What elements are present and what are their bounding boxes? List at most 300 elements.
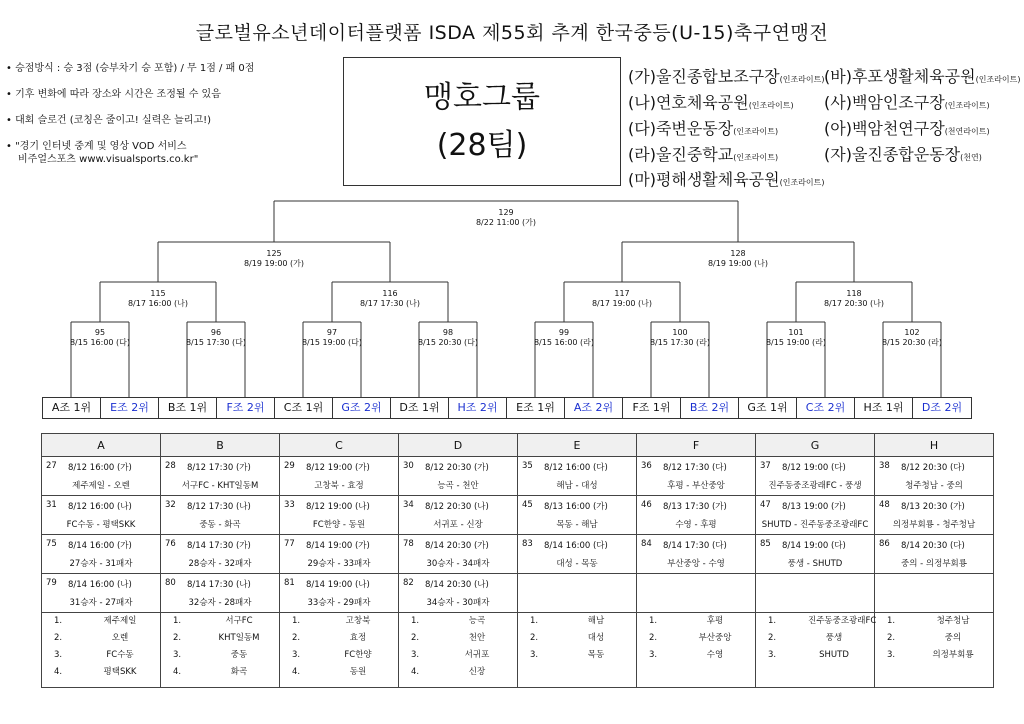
seed-label: C조 1위 [275,398,333,418]
match-cell [280,496,399,535]
rank-no: 1. [173,616,182,626]
quarter-match-no: 117 [614,289,630,298]
match-time: 8/12 19:00 (가) [306,463,370,473]
rank-row [756,630,874,647]
match-cell [875,496,994,535]
match-no: 34 [403,500,414,510]
seed-label: H조 1위 [855,398,913,418]
rank-team: 효정 [349,633,367,643]
rank-no: 2. [411,633,420,643]
match-no: 32 [165,500,176,510]
rank-team: KHT일동M [218,633,260,643]
venue-name: (라)울진중학교 [628,145,734,164]
semi-match [224,249,324,269]
rank-team: 해남 [587,616,605,626]
match-header [875,496,993,512]
seed-label: F조 1위 [623,398,681,418]
rank-no: 1. [530,616,539,626]
match-no: 75 [46,539,57,549]
match-teams: 32승자 - 28패자 [188,598,252,608]
match-teams: 풍생 - SHUTD [787,559,843,569]
match-cell [399,496,518,535]
venue-surface: (인조라이트) [975,75,1021,84]
match-header [756,457,874,473]
seed-label: E조 1위 [507,398,565,418]
match-cell [518,457,637,496]
match-time: 8/14 20:30 (가) [425,541,489,551]
rank-row [280,630,398,647]
group-header: F [637,434,756,457]
match-cell [756,535,875,574]
rank-no: 3. [530,650,539,660]
rank-row [518,613,636,630]
rank-no: 4. [292,667,301,677]
rank-team: FC한양 [344,650,372,660]
rank-row [161,647,279,664]
match-cell [42,496,161,535]
match-header [518,535,636,551]
group-table [41,433,994,688]
match-header [637,496,755,512]
match-no: 30 [403,461,414,471]
ranking-cell [280,613,399,688]
match-header [637,535,755,551]
match-header [280,457,398,473]
rank-team: 대성 [587,633,605,643]
rank-row [161,664,279,681]
rank-no: 2. [530,633,539,643]
rank-team: 오렌 [111,633,129,643]
rank-no: 1. [54,616,63,626]
match-time: 8/14 16:00 (가) [68,541,132,551]
r16-match-time: 8/15 20:30 (라) [881,338,943,347]
match-teams: 28승자 - 32패자 [188,559,252,569]
venue-name: (나)연호체육공원 [628,93,749,112]
match-no: 80 [165,578,176,588]
note-slogan: • 대회 슬로건 (코칭은 줄이고! 실력은 늘리고!) [6,115,212,126]
note-broadcast-url: 비주얼스포츠 www.visualsports.co.kr" [18,154,199,165]
rank-row [280,647,398,664]
match-time: 8/12 16:00 (다) [544,463,608,473]
match-no: 27 [46,461,57,471]
r16-match-time: 8/15 17:30 (다) [185,338,247,347]
match-cell [637,457,756,496]
match-teams: 청주청남 - 중의 [905,481,963,491]
match-header [42,496,160,512]
rank-no: 3. [411,650,420,660]
rank-team: 진주동중조광래FC [808,616,877,626]
rank-row [161,613,279,630]
rank-no: 4. [54,667,63,677]
match-header [875,457,993,473]
quarter-match [572,289,672,309]
match-time: 8/14 17:30 (나) [187,580,251,590]
match-time: 8/13 16:00 (가) [544,502,608,512]
match-cell [756,457,875,496]
rank-row [518,647,636,664]
match-teams: SHUTD - 진주동중조광래FC [761,520,869,530]
match-teams: 중동 - 화곡 [199,520,241,530]
match-teams: 수영 - 후평 [675,520,717,530]
match-teams: 목동 - 해남 [556,520,598,530]
match-cell [42,574,161,613]
rank-row [875,630,993,647]
final-match-time: 8/22 11:00 (가) [475,218,537,227]
rank-no: 3. [649,650,658,660]
venue-name: (바)후포생활체육공원 [824,67,976,86]
r16-match-time: 8/15 16:00 (라) [533,338,595,347]
match-time: 8/14 20:30 (나) [425,580,489,590]
match-time: 8/12 17:30 (나) [187,502,251,512]
r16-match [50,328,150,348]
match-cell [399,457,518,496]
semi-match-no: 125 [266,249,282,258]
note-scoring: • 승점방식 : 승 3점 (승부차기 승 포함) / 무 1점 / 패 0점 [6,63,255,74]
match-header [42,457,160,473]
rank-team: 제주제일 [103,616,137,626]
seed-label: A조 1위 [43,398,101,418]
quarter-match-time: 8/17 16:00 (나) [127,299,189,308]
match-no: 78 [403,539,414,549]
match-cell [637,535,756,574]
rank-team: 평택SKK [103,667,137,677]
rank-row [637,630,755,647]
match-header [518,574,636,578]
venue-surface: (인조라이트) [733,127,779,136]
match-cell [518,574,637,613]
match-header [161,457,279,473]
match-header [875,535,993,551]
r16-match [166,328,266,348]
r16-match-time: 8/15 19:00 (라) [765,338,827,347]
match-no: 45 [522,500,533,510]
group-header: A [42,434,161,457]
rank-no: 3. [54,650,63,660]
match-header [637,574,755,578]
match-header [399,496,517,512]
match-time: 8/13 17:30 (가) [663,502,727,512]
match-cell [280,457,399,496]
match-time: 8/14 20:30 (다) [901,541,965,551]
match-cell [518,535,637,574]
match-header [399,574,517,590]
ranking-cell [875,613,994,688]
match-no: 82 [403,578,414,588]
match-no: 37 [760,461,771,471]
quarter-match-time: 8/17 17:30 (나) [359,299,421,308]
match-time: 8/14 17:30 (가) [187,541,251,551]
group-header: E [518,434,637,457]
match-time: 8/13 20:30 (가) [901,502,965,512]
seed-row [42,397,972,419]
rank-no: 2. [649,633,658,643]
match-no: 31 [46,500,57,510]
match-teams: 대성 - 목동 [556,559,598,569]
match-header [280,535,398,551]
match-teams: 진주동중조광래FC - 풍생 [768,481,862,491]
r16-match-time: 8/15 19:00 (다) [301,338,363,347]
rank-team: 화곡 [230,667,248,677]
r16-match-time: 8/15 16:00 (다) [69,338,131,347]
match-time: 8/12 19:00 (나) [306,502,370,512]
match-cell [280,535,399,574]
match-header [756,496,874,512]
match-time: 8/14 17:30 (다) [663,541,727,551]
page-title: 글로벌유소년데이터플랫폼 ISDA 제55회 추계 한국중등(U-15)축구연맹전 [195,22,829,44]
match-time: 8/12 17:30 (가) [187,463,251,473]
match-header [518,496,636,512]
rank-row [399,630,517,647]
rank-no: 2. [768,633,777,643]
r16-match-no: 97 [326,328,338,337]
match-time: 8/14 19:00 (다) [782,541,846,551]
rank-no: 2. [292,633,301,643]
semi-match-time: 8/19 19:00 (나) [707,259,769,268]
note-broadcast: • "경기 인터넷 중계 및 영상 VOD 서비스 [6,141,187,152]
venue-name: (가)울진종합보조구장 [628,67,780,86]
match-cell [637,496,756,535]
seed-label: C조 2위 [797,398,855,418]
match-teams: 고창북 - 효정 [314,481,364,491]
seed-label: D조 2위 [921,401,963,414]
rank-row [280,664,398,681]
seed-label: G조 1위 [739,398,797,418]
rank-no: 1. [649,616,658,626]
quarter-match-time: 8/17 20:30 (나) [823,299,885,308]
match-header [161,496,279,512]
r16-match-no: 96 [210,328,222,337]
match-header [42,535,160,551]
semi-match-time: 8/19 19:00 (가) [243,259,305,268]
match-header [399,457,517,473]
match-cell [756,574,875,613]
venue-name: (다)죽변운동장 [628,119,734,138]
match-cell [637,574,756,613]
rank-row [518,630,636,647]
match-cell [161,574,280,613]
match-teams: 부산중앙 - 수영 [667,559,725,569]
match-teams: FC수동 - 평택SKK [66,520,136,530]
rank-team: 중의 [944,633,962,643]
match-cell [42,535,161,574]
r16-match-no: 99 [558,328,570,337]
match-header [42,574,160,590]
match-cell [875,535,994,574]
seed-label: D조 1위 [391,398,449,418]
match-header [161,574,279,590]
rank-team: 서귀포 [464,650,490,660]
venue-surface: (인조라이트) [748,101,794,110]
rank-team: 목동 [587,650,605,660]
rank-row [399,647,517,664]
rank-no: 3. [173,650,182,660]
match-header [518,457,636,473]
match-teams: 해남 - 대성 [556,481,598,491]
match-cell [161,496,280,535]
match-header [875,574,993,578]
match-cell [161,457,280,496]
seed-label: F조 2위 [217,398,275,418]
seed-label: G조 2위 [333,398,391,418]
rank-team: 신장 [468,667,486,677]
match-no: 33 [284,500,295,510]
match-no: 83 [522,539,533,549]
venue-surface: (인조라이트) [944,101,990,110]
r16-match [746,328,846,348]
match-header [399,535,517,551]
match-teams: 29승자 - 33패자 [307,559,371,569]
match-no: 46 [641,500,652,510]
match-time: 8/12 16:00 (가) [68,463,132,473]
venue-surface: (천연라이트) [944,127,990,136]
venue-name: (아)백암천연구장 [824,119,945,138]
rank-no: 4. [173,667,182,677]
group-name: 맹호그룹 [424,80,540,115]
match-teams: 27승자 - 31패자 [69,559,133,569]
r16-match [398,328,498,348]
rank-team: 부산중앙 [698,633,732,643]
match-time: 8/12 17:30 (다) [663,463,727,473]
match-teams: 중의 - 의정부회룡 [901,559,967,569]
rank-row [756,613,877,630]
match-cell [756,496,875,535]
ranking-cell [637,613,756,688]
match-no: 38 [879,461,890,471]
match-teams: 34승자 - 30패자 [426,598,490,608]
match-cell [875,457,994,496]
match-cell [875,574,994,613]
match-time: 8/12 20:30 (가) [425,463,489,473]
r16-match [862,328,962,348]
rank-row [42,630,160,647]
match-time: 8/12 20:30 (다) [901,463,965,473]
rank-no: 2. [54,633,63,643]
rank-row [875,647,993,664]
rank-row [875,613,993,630]
seed-label: H조 2위 [449,398,507,418]
match-teams: 33승자 - 29패자 [307,598,371,608]
rank-row [161,630,279,647]
match-no: 29 [284,461,295,471]
rank-row [399,664,517,681]
match-no: 81 [284,578,295,588]
venue-surface: (천연) [960,153,982,162]
match-cell [399,574,518,613]
match-time: 8/12 20:30 (나) [425,502,489,512]
group-header: D [399,434,518,457]
rank-team: SHUTD [819,650,849,660]
seed-label: E조 2위 [101,398,159,418]
match-header [637,457,755,473]
match-header [280,574,398,590]
rank-no: 1. [768,616,777,626]
match-time: 8/12 16:00 (나) [68,502,132,512]
match-no: 84 [641,539,652,549]
match-time: 8/14 19:00 (나) [306,580,370,590]
rank-row [42,664,160,681]
rank-team: 수영 [706,650,724,660]
quarter-match [804,289,904,309]
match-cell [399,535,518,574]
ranking-cell [399,613,518,688]
match-no: 76 [165,539,176,549]
note-weather: • 기후 변화에 따라 장소와 시간은 조정될 수 있음 [6,89,221,100]
rank-row [637,613,755,630]
r16-match-no: 100 [672,328,688,337]
match-teams: 31승자 - 27패자 [69,598,133,608]
rank-team: 고창북 [345,616,371,626]
r16-match-no: 98 [442,328,454,337]
match-teams: 서구FC - KHT일동M [181,481,259,491]
match-no: 47 [760,500,771,510]
match-no: 35 [522,461,533,471]
match-no: 86 [879,539,890,549]
match-teams: FC한양 - 동원 [312,520,366,530]
match-teams: 서귀포 - 신장 [433,520,483,530]
rank-no: 2. [173,633,182,643]
match-teams: 제주제일 - 오렌 [72,481,130,491]
rank-team: 후평 [706,616,724,626]
match-header [161,535,279,551]
semi-match-no: 128 [730,249,746,258]
group-header: H [875,434,994,457]
match-header [756,574,874,578]
match-time: 8/14 16:00 (나) [68,580,132,590]
match-no: 77 [284,539,295,549]
ranking-cell [161,613,280,688]
rank-team: 동원 [349,667,367,677]
semi-match [688,249,788,269]
ranking-cell [518,613,637,688]
ranking-cell [756,613,875,688]
r16-match [514,328,614,348]
quarter-match-time: 8/17 19:00 (나) [591,299,653,308]
final-match-no: 129 [498,208,514,217]
rank-row [280,613,398,630]
rank-row [399,613,517,630]
quarter-match-no: 118 [846,289,862,298]
final-match [456,208,556,228]
venue-surface: (인조라이트) [779,75,825,84]
match-time: 8/14 16:00 (다) [544,541,608,551]
team-count: (28팀) [436,128,528,163]
match-cell [42,457,161,496]
rank-team: 의정부회룡 [932,650,974,660]
rank-no: 3. [292,650,301,660]
ranking-cell [42,613,161,688]
rank-team: 풍생 [825,633,843,643]
match-time: 8/12 19:00 (다) [782,463,846,473]
r16-match-time: 8/15 20:30 (다) [417,338,479,347]
group-header: B [161,434,280,457]
seed-label: B조 2위 [681,398,739,418]
venue-surface: (인조라이트) [779,178,825,187]
rank-no: 3. [768,650,777,660]
quarter-match-no: 115 [150,289,166,298]
rank-row [756,647,874,664]
rank-team: 능곡 [468,616,486,626]
venue-name: (사)백암인조구장 [824,93,945,112]
rank-no: 3. [887,650,896,660]
match-no: 79 [46,578,57,588]
r16-match-no: 102 [904,328,920,337]
match-no: 85 [760,539,771,549]
quarter-match-no: 116 [382,289,398,298]
rank-team: 중동 [230,650,248,660]
rank-no: 1. [292,616,301,626]
match-cell [161,535,280,574]
rank-no: 1. [887,616,896,626]
